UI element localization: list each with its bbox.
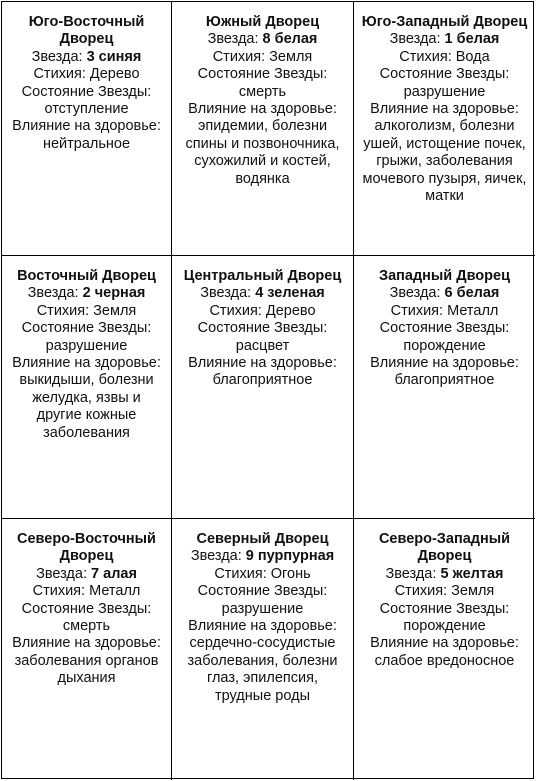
element-line: Стихия: Дерево xyxy=(33,66,140,83)
palace-title: Южный Дворец xyxy=(205,14,320,30)
state-value: разрушение xyxy=(45,337,128,354)
health-label: Влияние на здоровье: xyxy=(370,355,519,372)
health-label: Влияние на здоровье: xyxy=(370,635,519,652)
palace-cell-north xyxy=(172,519,354,780)
palace-cell-west xyxy=(354,256,535,519)
palace-cell-southeast xyxy=(2,2,172,256)
state-label: Состояние Звезды: xyxy=(379,320,510,337)
state-value: разрушение xyxy=(403,83,486,100)
element-line: Стихия: Земля xyxy=(212,48,313,65)
state-value: порождение xyxy=(403,618,486,635)
health-label: Влияние на здоровье: xyxy=(188,101,337,118)
health-value: благоприятное xyxy=(212,372,313,389)
state-label: Состояние Звезды: xyxy=(197,66,328,83)
element-line: Стихия: Дерево xyxy=(209,302,316,319)
state-value: расцвет xyxy=(235,337,290,354)
element-line: Стихия: Металл xyxy=(390,302,499,319)
palace-title: Северо-Восточный Дворец xyxy=(17,531,156,565)
star-value: 1 белая xyxy=(444,31,500,48)
star-value: 5 желтая xyxy=(440,565,504,582)
star-line xyxy=(8,49,165,66)
palace-title: Западный Дворец xyxy=(378,268,510,284)
palace-title: Восточный Дворец xyxy=(17,268,156,284)
health-value: алкоголизм, болезни ушей, истощение почек, грыжи, заболевания мочевого пузыря, яичек, матки xyxy=(362,118,527,205)
state-value: порождение xyxy=(403,337,486,354)
palace-cell-south xyxy=(172,2,354,256)
palace-title: Юго-Западный Дворец xyxy=(361,14,528,30)
state-label: Состояние Звезды: xyxy=(21,320,152,337)
star-line xyxy=(178,31,347,48)
star-value: 2 черная xyxy=(82,285,146,302)
palace-cell-northwest xyxy=(354,519,535,780)
palace-grid xyxy=(1,1,534,779)
element-line: Стихия: Земля xyxy=(36,302,137,319)
health-label: Влияние на здоровье: xyxy=(12,118,161,135)
star-line xyxy=(360,285,529,302)
state-label: Состояние Звезды: xyxy=(197,320,328,337)
star-value: 7 алая xyxy=(91,565,137,582)
health-value: эпидемии, болезни спины и позвоночника, сухожилий и костей, водянка xyxy=(185,118,340,187)
star-label: Звезда: xyxy=(207,31,263,48)
star-value: 9 пурпурная xyxy=(245,548,335,565)
state-label: Состояние Звезды: xyxy=(379,66,510,83)
element-line: Стихия: Огонь xyxy=(214,565,311,582)
star-label: Звезда: xyxy=(36,565,92,582)
health-value: благоприятное xyxy=(394,372,495,389)
palace-title: Северо-Западный Дворец xyxy=(378,531,511,565)
star-value: 6 белая xyxy=(444,285,500,302)
state-value: разрушение xyxy=(221,600,304,617)
health-label: Влияние на здоровье: xyxy=(12,355,161,372)
health-value: заболевания органов дыхания xyxy=(14,652,159,687)
star-label: Звезда: xyxy=(385,565,441,582)
palace-title: Центральный Дворец xyxy=(183,268,342,284)
element-line: Стихия: Металл xyxy=(32,583,141,600)
state-label: Состояние Звезды: xyxy=(21,600,152,617)
star-value: 3 синяя xyxy=(86,48,142,65)
palace-cell-east xyxy=(2,256,172,519)
health-label: Влияние на здоровье: xyxy=(188,618,337,635)
health-value: сердечно-сосудистые заболевания, болезни глаз, эпилепсия, трудные роды xyxy=(187,635,338,704)
palace-cell-center xyxy=(172,256,354,519)
star-line xyxy=(8,566,165,583)
palace-title: Северный Дворец xyxy=(196,531,329,547)
star-value: 4 зеленая xyxy=(255,285,325,302)
state-label: Состояние Звезды: xyxy=(379,600,510,617)
health-value: слабое вредоносное xyxy=(374,652,515,669)
palace-cell-northeast xyxy=(2,519,172,780)
star-label: Звезда: xyxy=(200,285,256,302)
health-value: нейтральное xyxy=(42,135,131,152)
star-label: Звезда: xyxy=(31,48,87,65)
star-line xyxy=(360,31,529,48)
state-value: отступление xyxy=(44,101,129,118)
state-label: Состояние Звезды: xyxy=(21,83,152,100)
star-line xyxy=(178,548,347,565)
star-label: Звезда: xyxy=(27,285,83,302)
health-value: выкидыши, болезни желудка, язвы и другие кожные заболевания xyxy=(19,372,154,441)
element-line: Стихия: Вода xyxy=(399,48,490,65)
state-label: Состояние Звезды: xyxy=(197,583,328,600)
state-value: смерть xyxy=(62,618,111,635)
health-label: Влияние на здоровье: xyxy=(370,101,519,118)
palace-cell-southwest xyxy=(354,2,535,256)
star-label: Звезда: xyxy=(389,31,445,48)
star-label: Звезда: xyxy=(389,285,445,302)
element-line: Стихия: Земля xyxy=(394,583,495,600)
state-value: смерть xyxy=(238,83,287,100)
star-label: Звезда: xyxy=(190,548,246,565)
health-label: Влияние на здоровье: xyxy=(188,355,337,372)
star-line xyxy=(178,285,347,302)
star-value: 8 белая xyxy=(262,31,318,48)
star-line xyxy=(360,566,529,583)
health-label: Влияние на здоровье: xyxy=(12,635,161,652)
star-line xyxy=(8,285,165,302)
palace-title: Юго-Восточный Дворец xyxy=(28,14,145,48)
